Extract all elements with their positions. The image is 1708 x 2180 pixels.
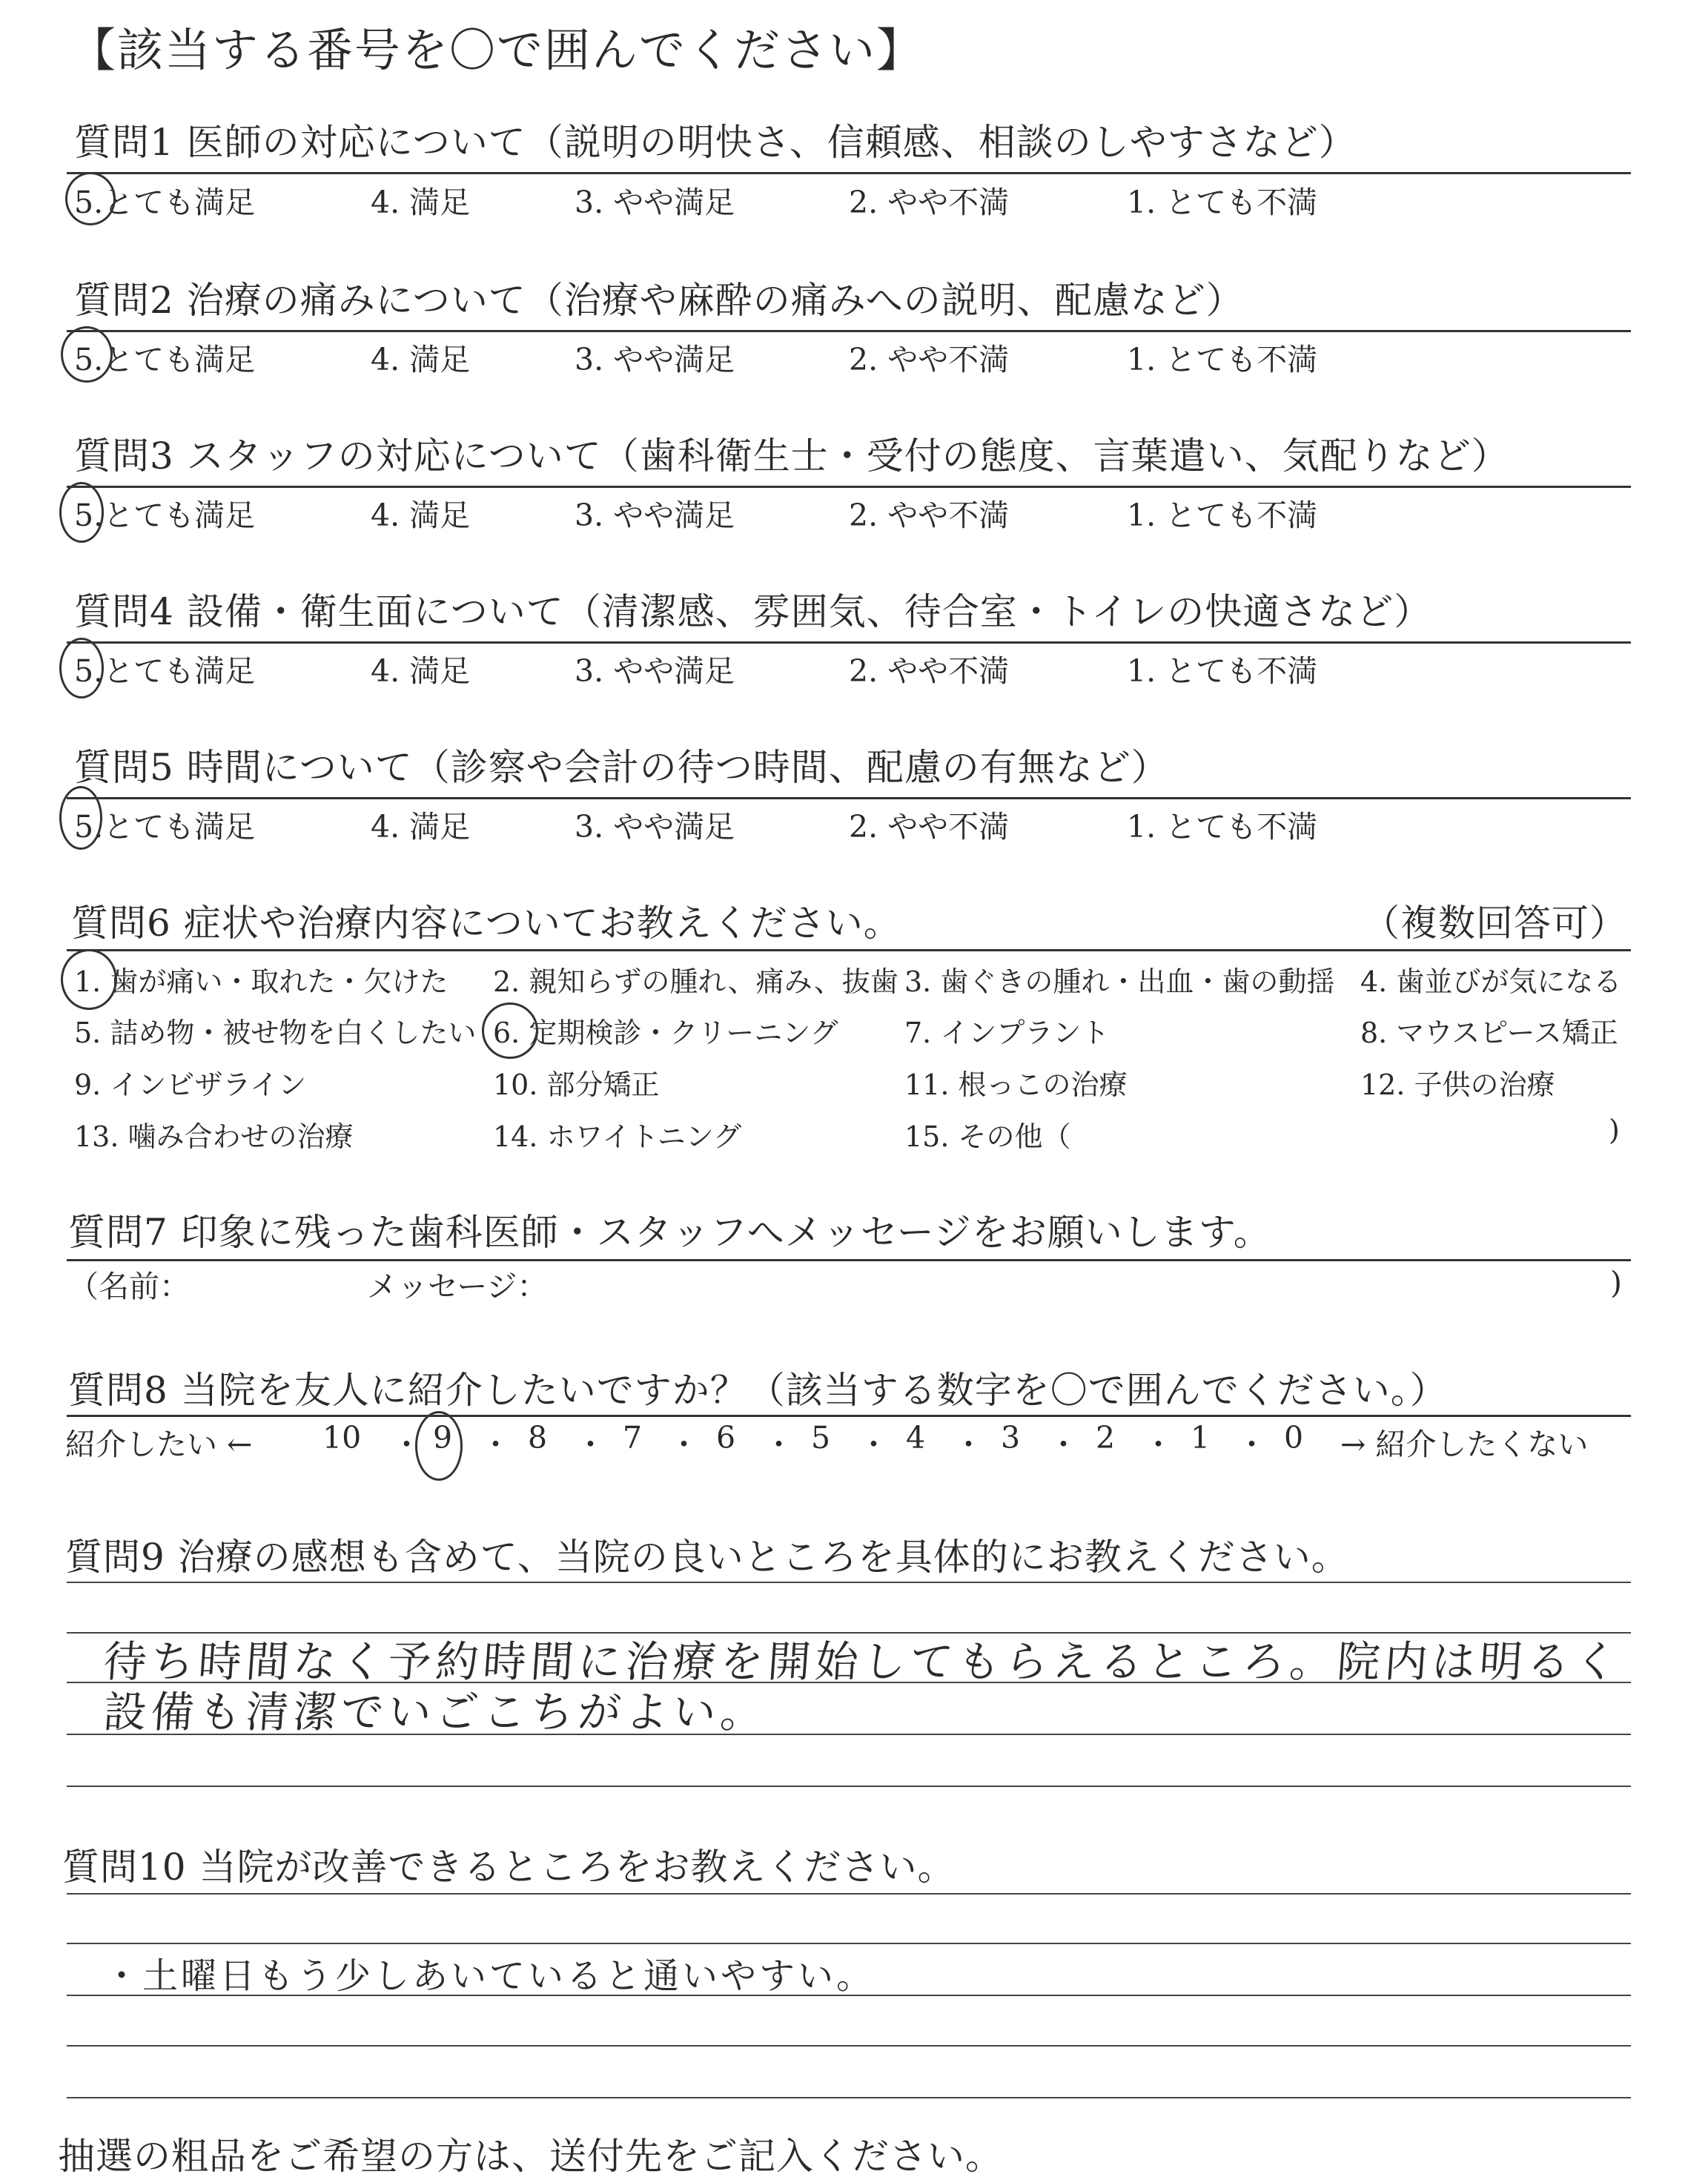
handwritten-answer-line-1: 待ち時間なく予約時間に治療を開始してもらえるところ。院内は明るく	[102, 1636, 1624, 1687]
symptom-option-15[interactable]: 15. その他（	[904, 1120, 1071, 1153]
recommend-left-label: 紹介したい ←	[65, 1427, 253, 1462]
option-4[interactable]: 4. 満足	[371, 809, 471, 845]
scale-3[interactable]: 3	[1001, 1420, 1021, 1456]
recommend-right-label: → 紹介したくない	[1340, 1427, 1589, 1462]
other-close-paren: )	[1609, 1114, 1620, 1146]
option-4[interactable]: 4. 満足	[371, 653, 471, 689]
message-close-paren: )	[1610, 1265, 1622, 1301]
selection-circle	[415, 1411, 463, 1481]
option-5[interactable]: 5.とても満足	[74, 498, 256, 533]
scale-dot: ・	[1237, 1427, 1267, 1462]
scale-7[interactable]: 7	[623, 1420, 643, 1456]
scale-dot: ・	[669, 1427, 699, 1462]
symptom-option-14[interactable]: 14. ホワイトニング	[493, 1120, 742, 1153]
option-2[interactable]: 2. やや不満	[849, 653, 1010, 689]
scale-8[interactable]: 8	[528, 1420, 548, 1456]
symptom-option-11[interactable]: 11. 根っこの治療	[904, 1068, 1128, 1101]
question-title: 質問10 当院が改善できるところをお教えください。	[62, 1846, 956, 1889]
symptom-option-4[interactable]: 4. 歯並びが気になる	[1360, 965, 1622, 998]
form-instruction: 【該当する番号を〇で囲んでください】	[70, 23, 924, 77]
scale-10[interactable]: 10	[322, 1420, 362, 1456]
scale-dot: ・	[858, 1427, 889, 1462]
scale-dot: ・	[1143, 1427, 1174, 1462]
selection-circle	[59, 638, 104, 698]
selection-circle	[61, 326, 113, 383]
question-title: 質問1 医師の対応について（説明の明快さ、信頼感、相談のしやすさなど）	[74, 121, 1357, 164]
scale-dot: ・	[575, 1427, 606, 1462]
option-1[interactable]: 1. とても不満	[1127, 809, 1318, 845]
option-2[interactable]: 2. やや不満	[849, 185, 1010, 220]
symptom-option-7[interactable]: 7. インプラント	[904, 1017, 1110, 1049]
scale-dot: ・	[480, 1427, 511, 1462]
selection-circle	[59, 786, 102, 850]
option-2[interactable]: 2. やや不満	[849, 809, 1010, 845]
question-title: 質問2 治療の痛みについて（治療や麻酔の痛みへの説明、配慮など）	[74, 279, 1244, 322]
option-3[interactable]: 3. やや満足	[575, 342, 735, 377]
option-1[interactable]: 1. とても不満	[1127, 653, 1318, 689]
question-title: 質問7 印象に残った歯科医師・スタッフへメッセージをお願いします。	[68, 1211, 1271, 1254]
option-1[interactable]: 1. とても不満	[1127, 498, 1318, 533]
scale-dot: ・	[764, 1427, 794, 1462]
option-5[interactable]: 5.とても満足	[74, 342, 256, 377]
selection-circle	[61, 949, 117, 1010]
option-2[interactable]: 2. やや不満	[849, 342, 1010, 377]
scale-5[interactable]: 5	[811, 1420, 831, 1456]
footer-note: 抽選の粗品をご希望の方は、送付先をご記入ください。	[58, 2135, 1003, 2178]
symptom-option-10[interactable]: 10. 部分矯正	[493, 1068, 660, 1101]
option-3[interactable]: 3. やや満足	[575, 498, 735, 533]
symptom-option-12[interactable]: 12. 子供の治療	[1360, 1068, 1555, 1101]
question-title: 質問3 スタッフの対応について（歯科衛生士・受付の態度、言葉遣い、気配りなど）	[74, 435, 1509, 478]
selection-circle	[65, 172, 116, 225]
option-5[interactable]: 5.とても満足	[74, 809, 256, 845]
question-title: 質問9 治療の感想も含めて、当院の良いところを具体的にお教えください。	[65, 1536, 1349, 1579]
symptom-option-1[interactable]: 1. 歯が痛い・取れた・欠けた	[74, 965, 448, 998]
option-3[interactable]: 3. やや満足	[575, 809, 735, 845]
scale-2[interactable]: 2	[1096, 1420, 1116, 1456]
selection-circle	[59, 482, 104, 543]
option-2[interactable]: 2. やや不満	[849, 498, 1010, 533]
option-4[interactable]: 4. 満足	[371, 185, 471, 220]
question-title: 質問5 時間について（診察や会計の待つ時間、配慮の有無など）	[74, 746, 1169, 789]
question-title: 質問6 症状や治療内容についてお教えください。	[71, 902, 901, 945]
scale-9[interactable]: 9	[433, 1420, 453, 1456]
symptom-option-3[interactable]: 3. 歯ぐきの腫れ・出血・歯の動揺	[904, 965, 1335, 998]
option-3[interactable]: 3. やや満足	[575, 185, 735, 220]
option-4[interactable]: 4. 満足	[371, 342, 471, 377]
handwritten-answer-line-2: 設備も清潔でいごこちがよい。	[102, 1687, 770, 1737]
multiple-answers-note: （複数回答可）	[1363, 902, 1627, 945]
question-title: 質問8 当院を友人に紹介したいですか？（該当する数字を〇で囲んでください。）	[68, 1369, 1448, 1412]
scale-dot: ・	[391, 1427, 422, 1462]
option-3[interactable]: 3. やや満足	[575, 653, 735, 689]
option-1[interactable]: 1. とても不満	[1127, 342, 1318, 377]
scale-1[interactable]: 1	[1191, 1420, 1211, 1456]
question-title: 質問4 設備・衛生面について（清潔感、雰囲気、待合室・トイレの快適さなど）	[74, 590, 1432, 633]
option-5[interactable]: 5.とても満足	[74, 185, 256, 220]
scale-dot: ・	[1048, 1427, 1079, 1462]
scale-4[interactable]: 4	[906, 1420, 926, 1456]
option-5[interactable]: 5.とても満足	[74, 653, 256, 689]
symptom-option-8[interactable]: 8. マウスピース矯正	[1360, 1017, 1618, 1049]
selection-circle	[482, 1003, 538, 1059]
name-label: （名前：	[68, 1269, 190, 1304]
option-1[interactable]: 1. とても不満	[1127, 185, 1318, 220]
symptom-option-6[interactable]: 6. 定期検診・クリーニング	[493, 1017, 838, 1049]
scale-0[interactable]: 0	[1284, 1420, 1304, 1456]
message-label: メッセージ：	[367, 1269, 548, 1304]
scale-dot: ・	[953, 1427, 984, 1462]
option-4[interactable]: 4. 満足	[371, 498, 471, 533]
symptom-option-5[interactable]: 5. 詰め物・被せ物を白くしたい	[74, 1017, 477, 1049]
symptom-option-13[interactable]: 13. 噛み合わせの治療	[74, 1120, 354, 1153]
symptom-option-2[interactable]: 2. 親知らずの腫れ、痛み、抜歯	[493, 965, 898, 998]
scale-6[interactable]: 6	[716, 1420, 736, 1456]
symptom-option-9[interactable]: 9. インビザライン	[74, 1068, 307, 1101]
handwritten-answer: ・土曜日もう少しあいていると通いやすい。	[104, 1955, 875, 1997]
